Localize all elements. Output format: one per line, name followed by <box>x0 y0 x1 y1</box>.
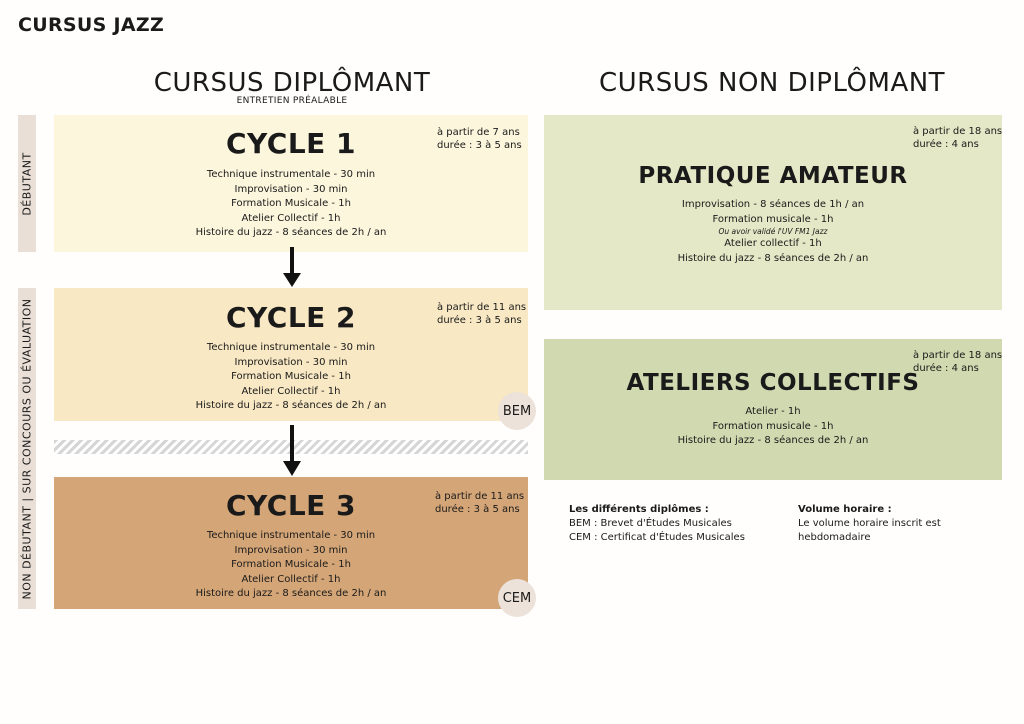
diplomas-legend-title: Les différents diplômes : <box>569 504 709 515</box>
lesson-line: Histoire du jazz - 8 séances de 2h / an <box>195 400 387 411</box>
lesson-line: Improvisation - 30 min <box>234 544 348 556</box>
arrow-down-icon <box>282 247 302 289</box>
pratique-amateur-duration: durée : 4 ans <box>913 139 979 150</box>
beginner-label-text: DÉBUTANT <box>20 151 34 216</box>
lesson-line: Technique instrumentale - 30 min <box>206 342 376 353</box>
ateliers-collectifs-title: ATELIERS COLLECTIFS <box>626 370 920 396</box>
cem-badge: CEM <box>498 579 536 617</box>
ateliers-collectifs-duration: durée : 4 ans <box>913 363 979 374</box>
cycle-1-lessons <box>54 168 528 241</box>
cycle-1-title: CYCLE 1 <box>225 127 357 160</box>
lesson-line: Atelier collectif - 1h <box>724 238 822 249</box>
cycle-2-box <box>54 288 528 421</box>
cycle-3-meta <box>435 490 524 516</box>
cycle-2-age: à partir de 11 ans <box>437 302 527 313</box>
legend-line: Le volume horaire inscrit est <box>798 518 941 529</box>
cycle-2-lessons <box>54 341 528 414</box>
ateliers-collectifs-lessons <box>544 405 1002 449</box>
pratique-amateur-lessons <box>544 198 1002 266</box>
lesson-line: Histoire du jazz - 8 séances de 2h / an <box>195 588 387 599</box>
pratique-amateur-box <box>544 115 1002 310</box>
cycle-3-duration: durée : 3 à 5 ans <box>435 504 520 515</box>
non-beginner-side-label <box>18 288 36 609</box>
lesson-line: Atelier - 1h <box>745 406 801 417</box>
arrow-down-icon <box>282 425 302 477</box>
lesson-line: Improvisation - 8 séances de 1h / an <box>681 199 865 210</box>
lesson-line: Improvisation - 30 min <box>234 183 348 195</box>
non-beginner-label-text: NON DÉBUTANT | SUR CONCOURS OU ÉVALUATION <box>20 297 34 600</box>
cycle-2-duration: durée : 3 à 5 ans <box>437 315 522 326</box>
cycle-2-meta <box>437 301 526 327</box>
cycle-2-title: CYCLE 2 <box>225 301 357 334</box>
non-diploma-track-title: CURSUS NON DIPLÔMANT <box>598 68 946 98</box>
pratique-amateur-age: à partir de 18 ans <box>913 126 1003 137</box>
pratique-amateur-meta <box>913 125 1002 151</box>
cycle-3-age: à partir de 11 ans <box>435 491 525 502</box>
cycle-1-meta <box>437 126 522 152</box>
lesson-line: Histoire du jazz - 8 séances de 2h / an <box>677 435 869 446</box>
lesson-line: Histoire du jazz - 8 séances de 2h / an <box>195 227 387 238</box>
legend-line: BEM : Brevet d'Études Musicales <box>569 518 732 529</box>
lesson-line: Formation Musicale - 1h <box>231 198 351 209</box>
lesson-line: Technique instrumentale - 30 min <box>206 169 376 180</box>
cycle-1-box <box>54 115 528 252</box>
diploma-track-title: CURSUS DIPLÔMANT <box>153 68 431 98</box>
volume-legend-title: Volume horaire : <box>798 504 892 515</box>
cycle-3-lessons <box>54 529 528 602</box>
lesson-line: Atelier Collectif - 1h <box>241 385 341 397</box>
ateliers-collectifs-box <box>544 339 1002 480</box>
volume-legend <box>798 503 941 545</box>
lesson-line: Formation musicale - 1h <box>712 213 834 225</box>
lesson-line: Improvisation - 30 min <box>234 356 348 368</box>
cycle-1-duration: durée : 3 à 5 ans <box>437 140 522 151</box>
cycle-1-age: à partir de 7 ans <box>437 127 520 138</box>
lesson-line: Atelier Collectif - 1h <box>241 573 341 585</box>
lesson-line: Technique instrumentale - 30 min <box>206 530 376 541</box>
lesson-line: Histoire du jazz - 8 séances de 2h / an <box>677 252 869 264</box>
legend-line: hebdomadaire <box>798 532 871 543</box>
bem-badge: BEM <box>498 392 536 430</box>
cycle-3-title: CYCLE 3 <box>225 489 357 522</box>
diplomas-legend <box>569 503 745 545</box>
lesson-line: Formation musicale - 1h <box>712 420 834 432</box>
ateliers-collectifs-age: à partir de 18 ans <box>913 350 1003 361</box>
pratique-amateur-title: PRATIQUE AMATEUR <box>638 163 908 189</box>
diploma-track-subtitle: ENTRETIEN PRÉALABLE <box>236 96 348 106</box>
lesson-line: Formation Musicale - 1h <box>231 371 351 382</box>
legend-line: CEM : Certificat d'Études Musicales <box>569 532 745 543</box>
page-title: CURSUS JAZZ <box>18 14 165 36</box>
lesson-note: Ou avoir validé l'UV FM1 Jazz <box>718 227 828 236</box>
lesson-line: Formation Musicale - 1h <box>231 559 351 570</box>
beginner-side-label <box>18 115 36 252</box>
cycle-3-box <box>54 477 528 609</box>
lesson-line: Atelier Collectif - 1h <box>241 212 341 224</box>
